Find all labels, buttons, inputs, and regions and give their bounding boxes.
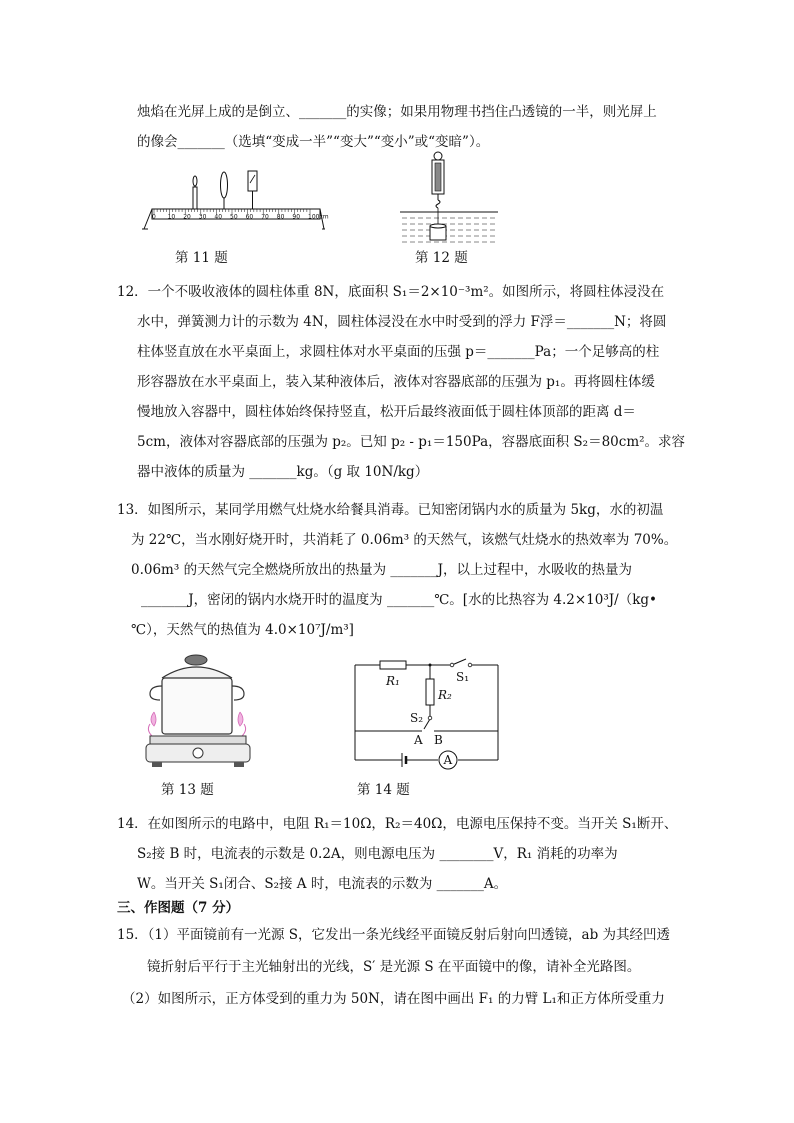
ammeter-icon: A <box>443 753 453 767</box>
q15-text-line-1: 15．（1）平面镜前有一光源 S，它发出一条光线经平面镜反射后射向凹透镜，ab 为其经凹透 <box>117 927 671 943</box>
ruler-label: 50 <box>230 213 238 221</box>
label-r2: R₂ <box>438 688 452 702</box>
ruler-label: 60 <box>245 213 254 221</box>
label-s2: S₂ <box>410 711 424 725</box>
figure-12-caption: 第 12 题 <box>415 250 468 266</box>
figure-14-caption: 第 14 题 <box>357 782 410 798</box>
ruler-label: 0 <box>152 213 156 221</box>
q12-text-line-3: 柱体竖直放在水平桌面上，求圆柱体对水平桌面的压强 p＝_______Pa；一个足够高的柱 <box>137 344 660 360</box>
q14-text-line-2: S₂接 B 时，电流表的示数是 0.2A，则电源电压为 ________V，R₁ 消耗的功率为 <box>137 846 618 862</box>
light-screen-icon <box>248 171 257 209</box>
optical-bench-figure <box>140 165 329 245</box>
gas-stove-pot-figure <box>140 652 255 770</box>
ruler-label: 70 <box>261 213 269 221</box>
q14-text-line-3: W。当开关 S₁闭合、S₂接 A 时，电流表的示数为 _______A。 <box>137 876 508 892</box>
figure-13-caption: 第 13 题 <box>161 782 214 798</box>
spring-scale-icon <box>432 152 444 226</box>
q14-text-line-1: 14．在如图所示的电路中，电阻 R₁＝10Ω，R₂＝40Ω，电源电压保持不变。当开关 S₁断开、 <box>117 816 678 832</box>
q13-text-line-1: 13．如图所示，某同学用燃气灶烧水给餐具消毒。已知密闭锅内水的质量为 5kg，水的初温 <box>117 502 664 518</box>
q11-text-line-2: 的像会_______（选填“变成一半”“变大”“变小”或“变暗”）。 <box>137 134 490 150</box>
label-b: B <box>434 733 443 747</box>
q15-text-line-3: （2）如图所示，正方体受到的重力为 50N，请在图中画出 F₁ 的力臂 L₁和正方体所受重力 <box>122 991 665 1007</box>
q13-text-line-2: 为 22℃，当水刚好烧开时，共消耗了 0.06m³ 的天然气，该燃气灶烧水的热效率为 70%。 <box>131 532 678 548</box>
ruler-label: 80 <box>276 213 285 221</box>
q13-text-line-4: _______J，密闭的锅内水烧开时的温度为 _______℃。[水的比热容为 4.2×10³J/（kg• <box>141 592 657 608</box>
ruler-label: 90 <box>292 213 301 221</box>
battery-icon <box>402 753 406 767</box>
candle-icon <box>193 176 197 209</box>
q12-text-line-2: 水中，弹簧测力计的示数为 4N，圆柱体浸没在水中时受到的浮力 F浮＝_______N；将圆 <box>137 314 667 330</box>
figure-11-caption: 第 11 题 <box>175 250 228 266</box>
q15-text-line-2: 镜折射后平行于主光轴射出的光线，S′ 是光源 S 在平面镜中的像，请补全光路图。 <box>147 959 641 975</box>
q12-text-line-4: 形容器放在水平桌面上，装入某种液体后，液体对容器底部的压强为 p₁。再将圆柱体缓 <box>137 374 655 390</box>
q12-text-line-1: 12．一个不吸收液体的圆柱体重 8N，底面积 S₁＝2×10⁻³m²。如图所示，将圆柱体浸没在 <box>117 284 665 300</box>
ruler-label: 20 <box>183 213 191 221</box>
q12-text-line-7: 器中液体的质量为 _______kg。（g 取 10N/kg） <box>137 464 429 480</box>
stove-icon <box>146 736 250 767</box>
label-a: A <box>414 733 423 747</box>
q13-text-line-5: ℃），天然气的热值为 4.0×10⁷J/m³] <box>131 622 354 638</box>
ruler-label: 40 <box>214 213 223 221</box>
ruler-label: 100cm <box>308 213 329 221</box>
ruler-label: 30 <box>198 213 207 221</box>
q13-text-line-3: 0.06m³ 的天然气完全燃烧所放出的热量为 _______J，以上过程中，水吸收的热量为 <box>131 562 633 578</box>
q12-text-line-5: 慢地放入容器中，圆柱体始终保持竖直，松开后最终液面低于圆柱体顶部的距离 d＝ <box>137 404 636 420</box>
label-s1: S₁ <box>456 670 470 684</box>
water-tank-icon <box>400 212 498 242</box>
label-r1: R₁ <box>386 674 400 688</box>
q11-text-line-1: 烛焰在光屏上成的是倒立、_______的实像；如果用物理书挡住凸透镜的一半，则光屏上 <box>137 104 657 120</box>
q12-text-line-6: 5cm，液体对容器底部的压强为 p₂。已知 p₂ - p₁＝150Pa，容器底面积 S₂＝80cm²。求容 <box>137 434 686 450</box>
ruler-label: 10 <box>167 213 176 221</box>
pot-icon <box>150 655 244 734</box>
cylinder-icon <box>430 224 446 240</box>
convex-lens-icon <box>221 172 228 209</box>
circuit-diagram-figure <box>352 655 502 770</box>
section-3-heading: 三、作图题（7 分） <box>117 900 240 916</box>
spring-scale-figure <box>398 150 498 250</box>
